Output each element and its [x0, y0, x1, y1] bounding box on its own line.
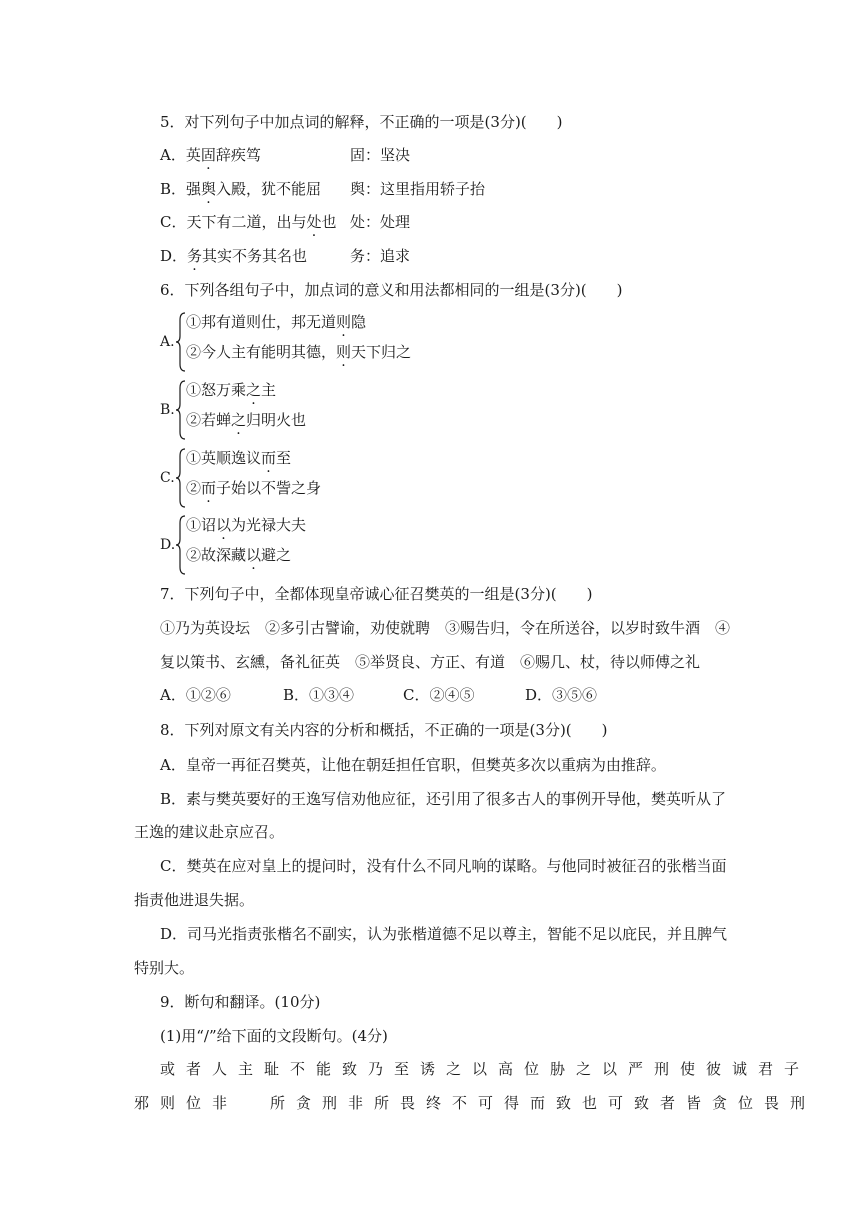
- option-letter: D.: [160, 537, 176, 553]
- q6-stem: 6．下列各组句子中，加点词的意义和用法都相同的一组是(3分)( ): [160, 281, 623, 299]
- q8-option-b-line2: 王逸的建议赴京应召。: [134, 823, 285, 841]
- option-letter: B.: [160, 402, 175, 418]
- q9-stem: 9．断句和翻译。(10分): [160, 993, 321, 1011]
- q8-option-d-line2: 特别大。: [134, 959, 195, 977]
- q8-option-d-line1: D．司马光指责张楷名不副实，认为张楷道德不足以尊主，智能不足以庇民，并且脾气: [160, 925, 728, 943]
- q7-choice-b: B．①③④: [283, 686, 355, 704]
- q6-c-line1: ①英顺逸议而至: [186, 449, 292, 467]
- q5-option-d: D．务其实不务其名也: [160, 247, 308, 265]
- q5-option-c: C．天下有二道，出与处也: [160, 213, 337, 231]
- q6-d-line2: ②故深藏以避之: [186, 546, 292, 564]
- q5-option-a: A．英固辞疾笃: [160, 146, 261, 164]
- option-letter: C.: [160, 470, 175, 486]
- brace-icon: [176, 380, 186, 440]
- q6-a-line1: ①邦有道则仕，邦无道则隐: [186, 313, 367, 331]
- brace-icon: [176, 515, 186, 575]
- q9-sub1: (1)用“/”给下面的文段断句。(4分): [160, 1027, 388, 1045]
- q6-c-line2: ②而子始以不訾之身: [186, 479, 322, 497]
- q8-option-c-line1: C．樊英在应对皇上的提问时，没有什么不同凡响的谋略。与他同时被征召的张楷当面: [160, 857, 727, 875]
- option-letter: A.: [160, 334, 175, 350]
- q9-passage-line2a: 邪则位非: [134, 1094, 239, 1112]
- q8-option-c-line2: 指责他进退失据。: [134, 891, 255, 909]
- q7-items-line1: ①乃为英设坛 ②多引古譬谕，劝使就聘 ③赐告归，令在所送谷，以岁时致牛酒 ④: [160, 619, 731, 637]
- q8-option-a: A．皇帝一再征召樊英，让他在朝廷担任官职，但樊英多次以重病为由推辞。: [160, 756, 666, 774]
- q6-b-line1: ①怒万乘之主: [186, 381, 277, 399]
- q5-option-a-gloss: 固：坚决: [350, 146, 411, 164]
- q8-stem: 8．下列对原文有关内容的分析和概括，不正确的一项是(3分)( ): [160, 721, 608, 739]
- q5-option-b: B．强舆入殿，犹不能屈: [160, 180, 322, 198]
- q5-option-d-gloss: 务：追求: [350, 247, 411, 265]
- q7-choice-a: A．①②⑥: [160, 686, 231, 704]
- q9-passage-line2b: 所贪刑非所畏终不可得而致也可致者皆贪位畏刑: [270, 1094, 817, 1112]
- q7-choice-c: C．②④⑤: [403, 686, 475, 704]
- q6-a-line2: ②今人主有能明其德，则天下归之: [186, 343, 412, 361]
- q7-choice-d: D．③⑤⑥: [525, 686, 598, 704]
- q5-option-b-gloss: 舆：这里指用轿子抬: [350, 180, 486, 198]
- q5-stem: 5．对下列句子中加点词的解释，不正确的一项是(3分)( ): [160, 113, 563, 131]
- brace-icon: [176, 448, 186, 508]
- q7-stem: 7．下列句子中，全都体现皇帝诚心征召樊英的一组是(3分)( ): [160, 585, 593, 603]
- q8-option-b-line1: B．素与樊英要好的王逸写信劝他应征，还引用了很多古人的事例开导他，樊英听从了: [160, 790, 727, 808]
- q5-option-c-gloss: 处：处理: [350, 213, 411, 231]
- q9-passage-line1: 或者人主耻不能致乃至诱之以高位胁之以严刑使彼诚君子: [160, 1060, 811, 1078]
- q6-d-line1: ①诏以为光禄大夫: [186, 516, 307, 534]
- q6-b-line2: ②若蝉之归明火也: [186, 411, 307, 429]
- q7-items-line2: 复以策书、玄纁，备礼征英 ⑤举贤良、方正、有道 ⑥赐几、杖，待以师傅之礼: [160, 653, 701, 671]
- brace-icon: [176, 312, 186, 372]
